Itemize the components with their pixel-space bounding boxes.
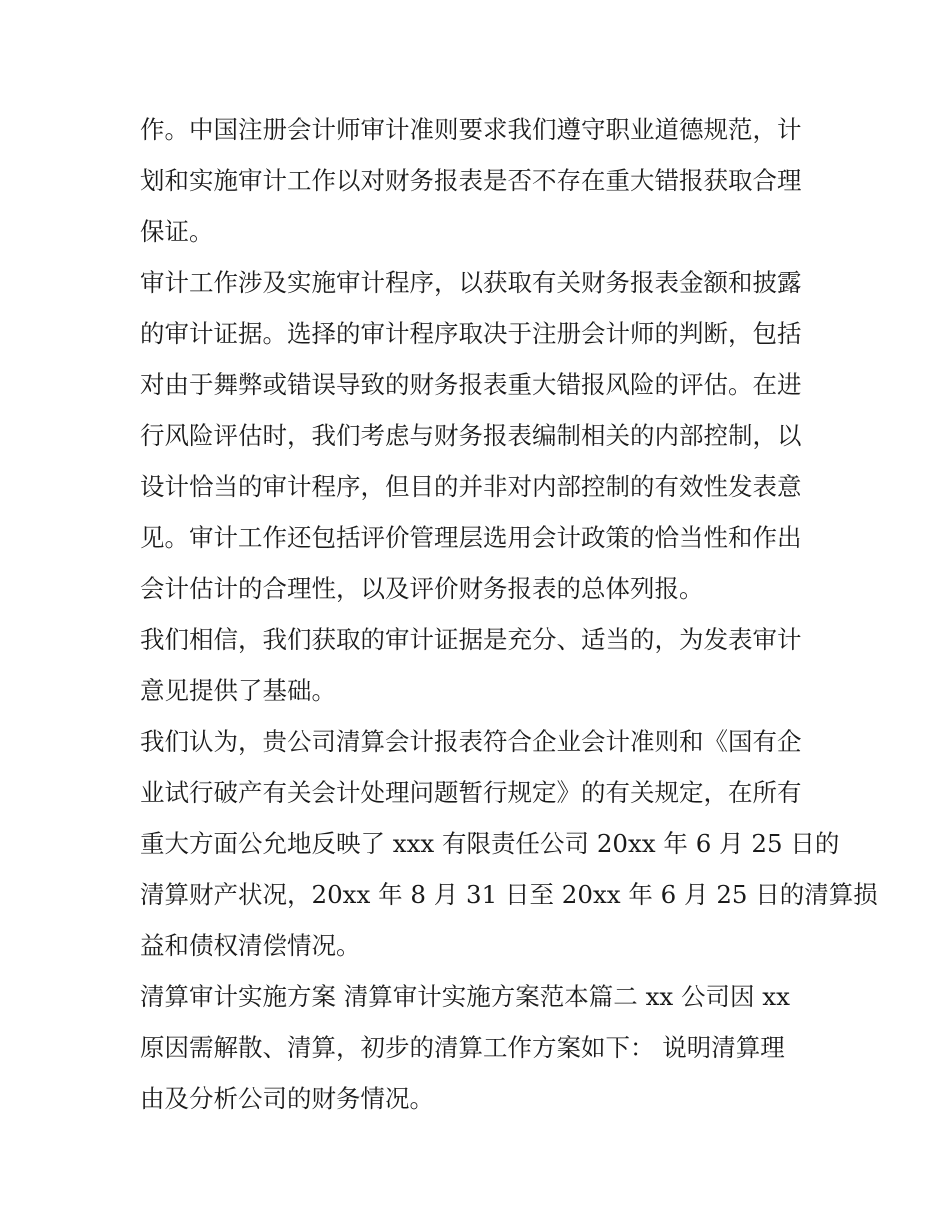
text-line: 业试行破产有关会计处理问题暂行规定》的有关规定，在所有 [140, 778, 802, 807]
text-line: 审计工作涉及实施审计程序，以获取有关财务报表金额和披露 [140, 268, 802, 297]
text-line: 见。审计工作还包括评价管理层选用会计政策的恰当性和作出 [140, 523, 802, 552]
text-line: 清算审计实施方案 清算审计实施方案范本篇二 xx 公司因 xx [140, 982, 790, 1011]
paragraph-liquidation-plan [140, 971, 820, 1124]
text-line: 保证。 [140, 217, 214, 246]
text-line: 行风险评估时，我们考虑与财务报表编制相关的内部控制，以 [140, 421, 802, 450]
text-line: 我们认为，贵公司清算会计报表符合企业会计准则和《国有企 [140, 727, 802, 756]
document-body [140, 104, 878, 1124]
text-line: 对由于舞弊或错误导致的财务报表重大错报风险的评估。在进 [140, 370, 802, 399]
text-line: 原因需解散、清算，初步的清算工作方案如下： 说明清算理 [140, 1033, 785, 1062]
text-line: 我们相信，我们获取的审计证据是充分、适当的，为发表审计 [140, 625, 802, 654]
paragraph-audit-opinion [140, 716, 878, 971]
text-line: 作。中国注册会计师审计准则要求我们遵守职业道德规范，计 [140, 115, 802, 144]
text-line: 的审计证据。选择的审计程序取决于注册会计师的判断，包括 [140, 319, 802, 348]
text-line: 会计估计的合理性，以及评价财务报表的总体列报。 [140, 574, 704, 603]
paragraph-audit-standards [140, 104, 820, 257]
text-line: 清算财产状况，20xx 年 8 月 31 日至 20xx 年 6 月 25 日的清算损 [140, 880, 878, 909]
text-line: 设计恰当的审计程序，但目的并非对内部控制的有效性发表意 [140, 472, 802, 501]
text-line: 由及分析公司的财务情况。 [140, 1084, 434, 1113]
text-line: 意见提供了基础。 [140, 676, 336, 705]
paragraph-audit-evidence [140, 614, 820, 716]
paragraph-audit-procedures [140, 257, 820, 614]
text-line: 重大方面公允地反映了 xxx 有限责任公司 20xx 年 6 月 25 日的 [140, 829, 840, 858]
text-line: 划和实施审计工作以对财务报表是否不存在重大错报获取合理 [140, 166, 802, 195]
text-line: 益和债权清偿情况。 [140, 931, 361, 960]
